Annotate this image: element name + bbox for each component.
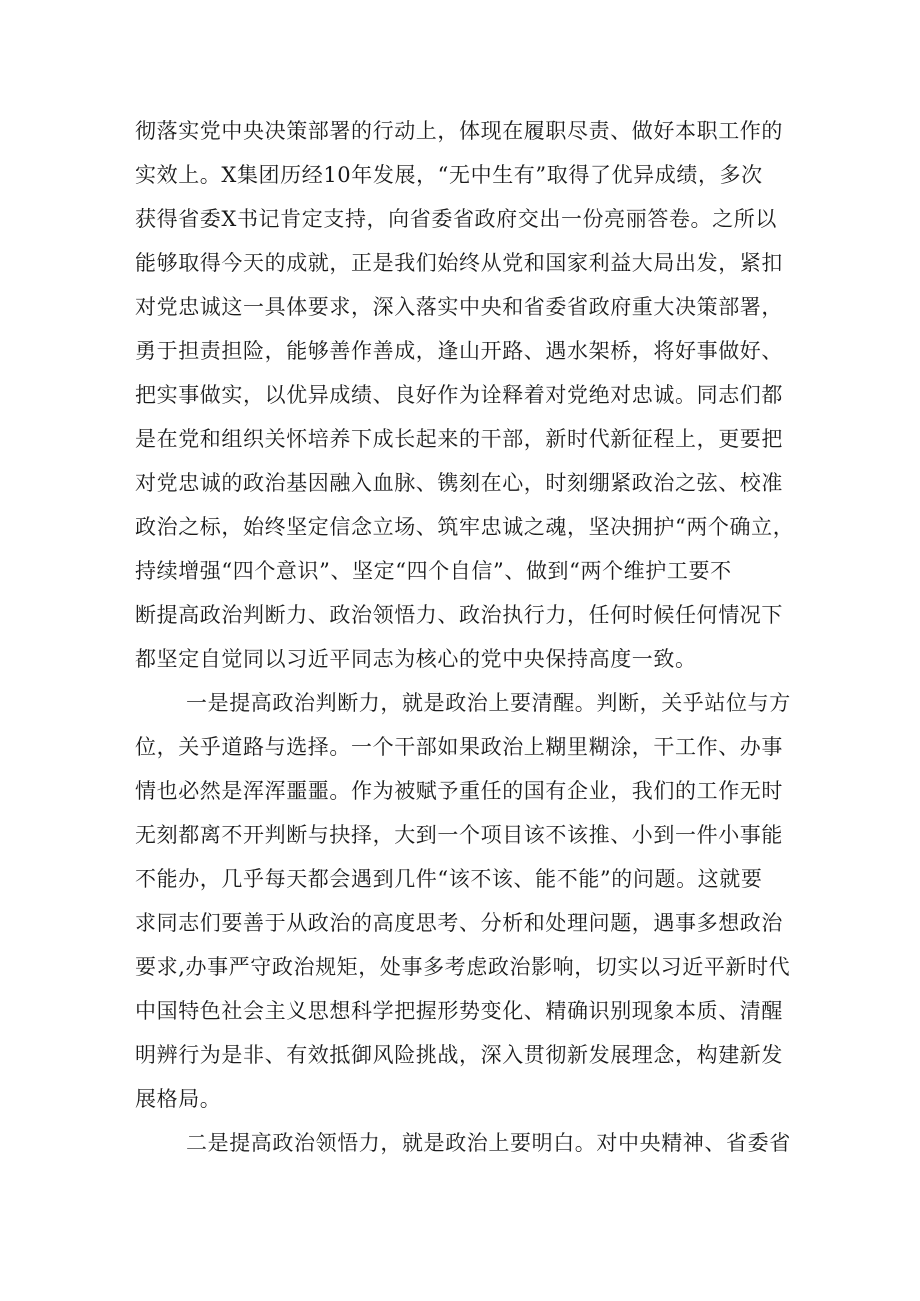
text-line: 展格局。	[135, 1087, 222, 1111]
text-line: 求同志们要善于从政治的高度思考、分析和处理问题，遇事多想政治	[135, 911, 783, 935]
text-line: 政治之标，始终坚定信念立场、筑牢忠诚之魂，坚决拥护“两个确立，	[135, 515, 795, 539]
text-line: 都坚定自觉同以习近平同志为核心的党中央保持高度一致。	[135, 647, 697, 671]
text-line: 位，关乎道路与选择。一个干部如果政治上糊里糊涂，干工作、办事	[135, 735, 783, 759]
text-line: 无刻都离不开判断与抉择，大到一个项目该不该推、小到一件小事能	[135, 823, 783, 847]
text-line: 断提高政治判断力、政治领悟力、政治执行力，任何时候任何情况下	[135, 603, 783, 627]
text-line: 是在党和组织关怀培养下成长起来的干部，新时代新征程上，更要把	[135, 427, 783, 451]
text-line: 不能办，几乎每天都会遇到几件“该不该、能不能”的问题。这就要	[135, 867, 763, 891]
text-line: 彻落实党中央决策部署的行动上，体现在履职尽责、做好本职工作的	[135, 119, 783, 143]
paragraph-first-line: 二是提高政治领悟力，就是政治上要明白。对中央精神、省委省	[186, 1131, 791, 1155]
text-line: 明辨行为是非、有效抵御风险挑战，深入贯彻新发展理念，构建新发	[135, 1043, 783, 1067]
text-line: 获得省委X书记肯定支持，向省委省政府交出一份亮丽答卷。之所以	[135, 207, 777, 231]
text-line: 能够取得今天的成就，正是我们始终从党和国家利益大局出发，紧扣	[135, 251, 783, 275]
text-line: 对党忠诚的政治基因融入血脉、镌刻在心，时刻绷紧政治之弦、校准	[135, 471, 783, 495]
text-line: 持续增强“四个意识”、坚定“四个自信”、做到“两个维护工要不	[135, 559, 732, 583]
text-line: 把实事做实，以优异成绩、良好作为诠释着对党绝对忠诚。同志们都	[135, 383, 783, 407]
text-line: 要求,办事严守政治规矩，处事多考虑政治影响，切实以习近平新时代	[135, 955, 791, 979]
text-line: 中国特色社会主义思想科学把握形势变化、精确识别现象本质、清醒	[135, 999, 783, 1023]
paragraph-first-line: 一是提高政治判断力，就是政治上要清醒。判断，关乎站位与方	[186, 691, 791, 715]
text-line: 勇于担责担险，能够善作善成，逢山开路、遇水架桥，将好事做好、	[135, 339, 783, 363]
text-line: 情也必然是浑浑噩噩。作为被赋予重任的国有企业，我们的工作无时	[135, 779, 783, 803]
text-line: 实效上。X集团历经10年发展，“无中生有”取得了优异成绩，多次	[135, 163, 763, 187]
text-line: 对党忠诚这一具体要求，深入落实中央和省委省政府重大决策部署，	[135, 295, 783, 319]
